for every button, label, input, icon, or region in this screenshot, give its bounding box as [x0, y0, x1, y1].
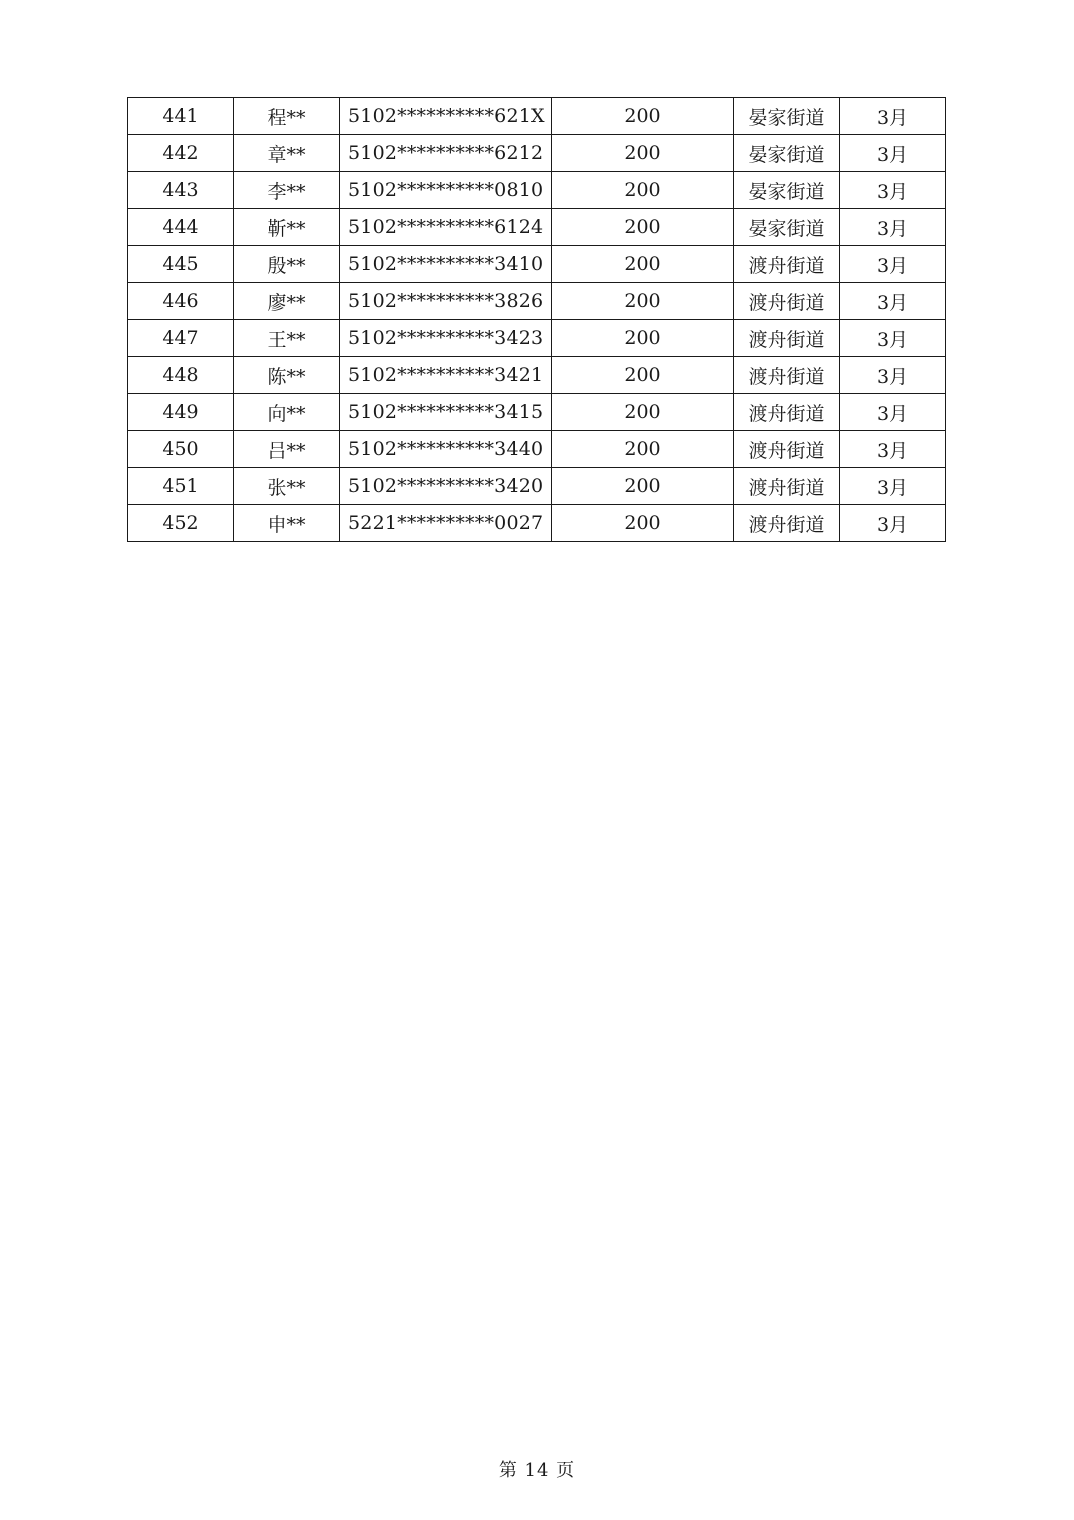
amount-cell: 200: [552, 505, 734, 542]
id-number-cell: 5102**********3440: [340, 431, 552, 468]
row-number-cell: 444: [128, 209, 234, 246]
month-cell: 3月: [840, 320, 946, 357]
month-cell: 3月: [840, 394, 946, 431]
amount-cell: 200: [552, 320, 734, 357]
month-cell: 3月: [840, 209, 946, 246]
row-number-cell: 442: [128, 135, 234, 172]
month-cell: 3月: [840, 468, 946, 505]
table-row: [128, 172, 946, 209]
id-number-cell: 5102**********0810: [340, 172, 552, 209]
street-cell: 渡舟街道: [734, 357, 840, 394]
name-cell: 吕**: [234, 431, 340, 468]
month-cell: 3月: [840, 98, 946, 135]
row-number-cell: 448: [128, 357, 234, 394]
name-cell: 向**: [234, 394, 340, 431]
row-number-cell: 452: [128, 505, 234, 542]
id-number-cell: 5102**********3421: [340, 357, 552, 394]
row-number-cell: 446: [128, 283, 234, 320]
id-number-cell: 5102**********3420: [340, 468, 552, 505]
table-row: [128, 246, 946, 283]
id-number-cell: 5102**********3423: [340, 320, 552, 357]
id-number-cell: 5102**********3415: [340, 394, 552, 431]
name-cell: 张**: [234, 468, 340, 505]
amount-cell: 200: [552, 98, 734, 135]
row-number-cell: 451: [128, 468, 234, 505]
table-row: [128, 394, 946, 431]
name-cell: 廖**: [234, 283, 340, 320]
table-row: [128, 320, 946, 357]
street-cell: 渡舟街道: [734, 320, 840, 357]
amount-cell: 200: [552, 246, 734, 283]
amount-cell: 200: [552, 431, 734, 468]
amount-cell: 200: [552, 135, 734, 172]
table-body: [128, 98, 946, 542]
street-cell: 晏家街道: [734, 98, 840, 135]
month-cell: 3月: [840, 172, 946, 209]
id-number-cell: 5102**********6212: [340, 135, 552, 172]
name-cell: 申**: [234, 505, 340, 542]
street-cell: 渡舟街道: [734, 283, 840, 320]
table-row: [128, 357, 946, 394]
street-cell: 渡舟街道: [734, 246, 840, 283]
street-cell: 渡舟街道: [734, 468, 840, 505]
amount-cell: 200: [552, 283, 734, 320]
row-number-cell: 443: [128, 172, 234, 209]
name-cell: 靳**: [234, 209, 340, 246]
street-cell: 晏家街道: [734, 209, 840, 246]
table-row: [128, 98, 946, 135]
id-number-cell: 5102**********6124: [340, 209, 552, 246]
row-number-cell: 447: [128, 320, 234, 357]
month-cell: 3月: [840, 431, 946, 468]
page-number: 第 14 页: [498, 1460, 576, 1481]
id-number-cell: 5102**********621X: [340, 98, 552, 135]
amount-cell: 200: [552, 357, 734, 394]
row-number-cell: 445: [128, 246, 234, 283]
street-cell: 渡舟街道: [734, 431, 840, 468]
table-row: [128, 431, 946, 468]
row-number-cell: 449: [128, 394, 234, 431]
table-row: [128, 135, 946, 172]
street-cell: 渡舟街道: [734, 505, 840, 542]
amount-cell: 200: [552, 209, 734, 246]
amount-cell: 200: [552, 468, 734, 505]
table-row: [128, 283, 946, 320]
name-cell: 殷**: [234, 246, 340, 283]
table-row: [128, 468, 946, 505]
name-cell: 程**: [234, 98, 340, 135]
month-cell: 3月: [840, 135, 946, 172]
name-cell: 章**: [234, 135, 340, 172]
street-cell: 晏家街道: [734, 172, 840, 209]
month-cell: 3月: [840, 283, 946, 320]
data-table: [127, 97, 946, 542]
name-cell: 王**: [234, 320, 340, 357]
table-row: [128, 209, 946, 246]
id-number-cell: 5221**********0027: [340, 505, 552, 542]
name-cell: 陈**: [234, 357, 340, 394]
name-cell: 李**: [234, 172, 340, 209]
month-cell: 3月: [840, 505, 946, 542]
amount-cell: 200: [552, 394, 734, 431]
row-number-cell: 441: [128, 98, 234, 135]
id-number-cell: 5102**********3410: [340, 246, 552, 283]
street-cell: 渡舟街道: [734, 394, 840, 431]
month-cell: 3月: [840, 246, 946, 283]
amount-cell: 200: [552, 172, 734, 209]
table-row: [128, 505, 946, 542]
month-cell: 3月: [840, 357, 946, 394]
row-number-cell: 450: [128, 431, 234, 468]
street-cell: 晏家街道: [734, 135, 840, 172]
id-number-cell: 5102**********3826: [340, 283, 552, 320]
